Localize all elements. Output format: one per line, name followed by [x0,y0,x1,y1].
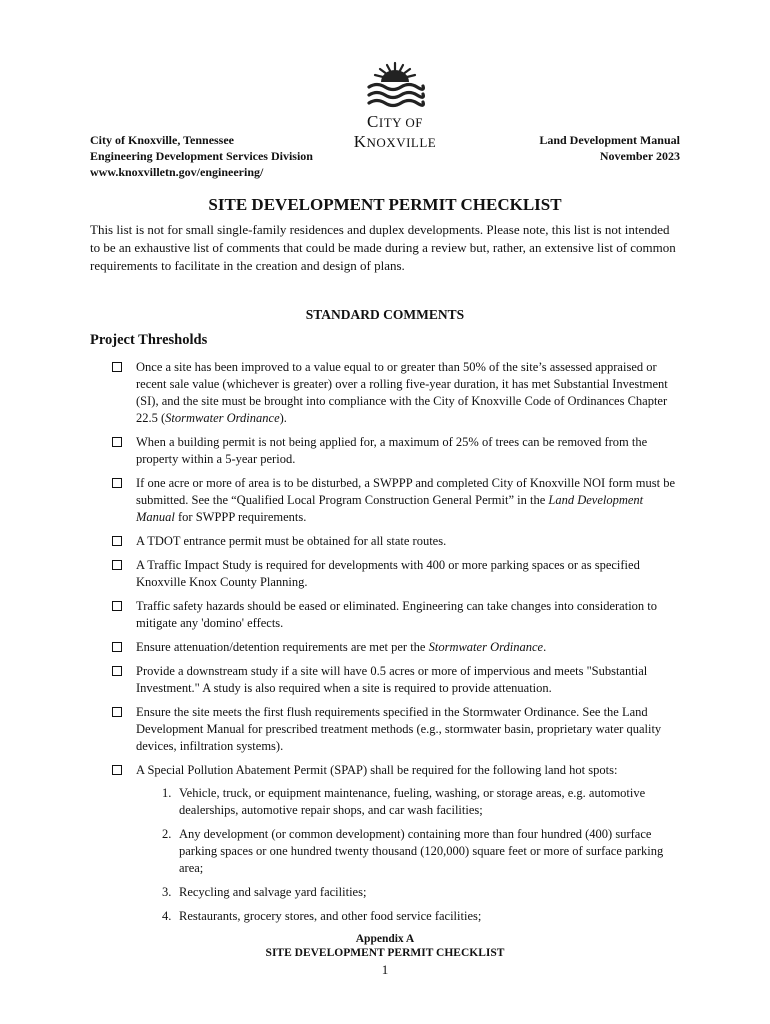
checklist-item-text: Ensure the site meets the first flush requirements specified in the Stormwater Ordinance. See the Land Development Manual for prescribed treatment methods (e.g., stormwater basin, proprietary water quality devices, infiltration systems). [136,705,662,753]
section-heading: Project Thresholds [90,332,208,348]
logo-text: ITY OF [378,115,423,130]
checkbox[interactable] [112,707,122,717]
list-item-text: Restaurants, grocery stores, and other food service facilities; [179,909,482,923]
footer [0,932,770,960]
checkbox[interactable] [112,601,122,611]
hot-spot-list [136,785,682,925]
list-item-number: 1. [162,786,172,800]
checkbox[interactable] [112,560,122,570]
header-right [539,132,680,164]
checklist-item-text: A Special Pollution Abatement Permit (SPAP) shall be required for the following land hot spots: [136,763,618,777]
header-website-link[interactable]: www.knoxvilletn.gov/engineering/ [90,165,264,179]
page-number: 1 [381,962,389,977]
checkbox[interactable] [112,642,122,652]
checklist-item [110,434,682,468]
footer-appendix: Appendix A [355,933,415,945]
checklist-item-text: Traffic safety hazards should be eased or eliminated. Engineering can take changes into consideration to mitigate any 'domino' effects. [136,599,658,630]
list-item [162,826,682,877]
checklist-item [110,639,682,656]
city-logo [330,60,460,151]
header-left [90,132,313,180]
checklist-item-text: Once a site has been improved to a value equal to or greater than 50% of the site’s assessed appraised or recent sale value (whichever is greater) over a rolling five-year duration, it has met Substantial Investment (SI), and the site must be brought into compliance with the City of Knoxville Code of Ordinances Chapter 22.5 (Stormwater Ordinance). [136,360,668,425]
checklist-item [110,663,682,697]
checklist-item-text: A TDOT entrance permit must be obtained for all state routes. [136,534,447,548]
list-item-text: Recycling and salvage yard facilities; [179,885,367,899]
standard-comments-heading: STANDARD COMMENTS [305,307,465,322]
header-date: November 2023 [599,149,680,163]
checklist-item [110,557,682,591]
header-city: City of Knoxville, Tennessee [90,133,235,147]
checkbox[interactable] [112,437,122,447]
list-item [162,785,682,819]
checkbox[interactable] [112,536,122,546]
checkbox[interactable] [112,666,122,676]
page-title: SITE DEVELOPMENT PERMIT CHECKLIST [208,195,562,214]
list-item-text: Vehicle, truck, or equipment maintenance, fueling, washing, or storage areas, e.g. automotive dealerships, automotive repair shops, and car wash facilities; [179,786,646,817]
checklist-item-text: Ensure attenuation/detention requirements are met per the Stormwater Ordinance. [136,640,547,654]
checkbox[interactable] [112,478,122,488]
header-division: Engineering Development Services Division [90,149,313,163]
checkbox[interactable] [112,362,122,372]
checklist [110,359,682,932]
checklist-item [110,533,682,550]
checklist-item [110,598,682,632]
checklist-item-text: Provide a downstream study if a site will have 0.5 acres or more of impervious and meets "Substantial Investment." A study is also required when a site is required to provide attenuation. [136,664,648,695]
intro-paragraph: This list is not for small single-family residences and duplex developments. Please note, this list is not intended to be an exhaustive list of comments that could be made during a review but, rather, an extensive list of common requirements to facilitate in the creation and design of plans. [90,222,676,273]
sunrise-river-icon [363,60,427,114]
logo-text: NOXVILLE [366,135,437,150]
checklist-item-text: When a building permit is not being applied for, a maximum of 25% of trees can be removed from the property within a 5-year period. [136,435,648,466]
list-item-number: 2. [162,827,172,841]
list-item [162,908,682,925]
checklist-item [110,762,682,925]
checklist-item [110,475,682,526]
checklist-item [110,359,682,427]
logo-letter: K [353,132,367,151]
logo-letter: C [367,112,379,131]
checklist-item [110,704,682,755]
list-item-number: 4. [162,909,172,923]
header-manual: Land Development Manual [539,133,680,147]
list-item [162,884,682,901]
list-item-text: Any development (or common development) containing more than four hundred (400) surface parking spaces or one hundred twenty thousand (120,000) square feet or more of surface parking area; [179,827,664,875]
checkbox[interactable] [112,765,122,775]
checklist-item-text: If one acre or more of area is to be disturbed, a SWPPP and completed City of Knoxville NOI form must be submitted. See the “Qualified Local Program Construction General Permit” in the Land Development Manual for SWPPP requirements. [136,476,675,524]
checklist-item-text: A Traffic Impact Study is required for developments with 400 or more parking spaces or as specified Knoxville Knox County Planning. [136,558,640,589]
list-item-number: 3. [162,885,172,899]
footer-title: SITE DEVELOPMENT PERMIT CHECKLIST [265,947,505,959]
